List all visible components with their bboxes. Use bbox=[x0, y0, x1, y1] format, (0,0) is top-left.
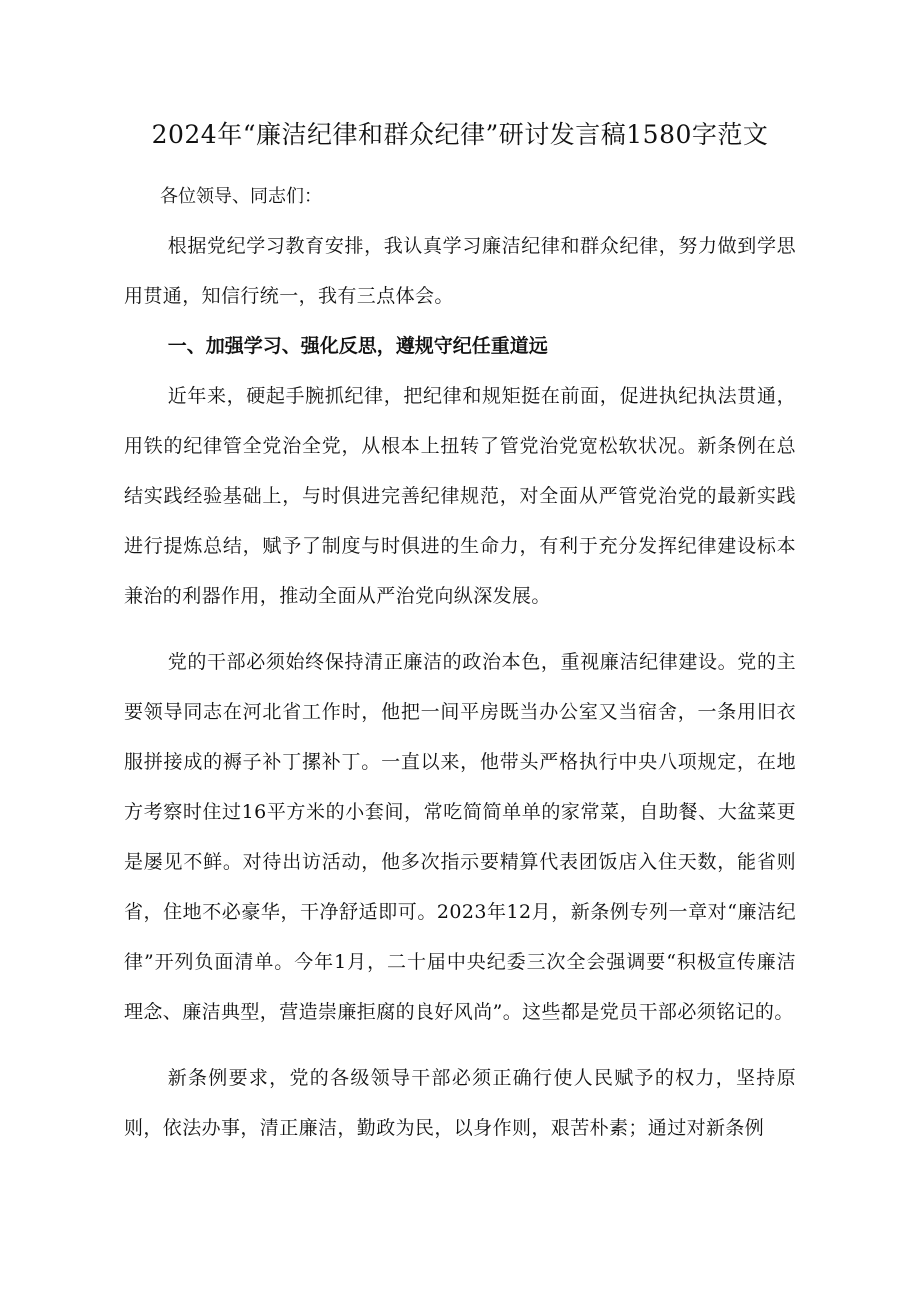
section-heading-1: 一、加强学习、强化反思，遵规守纪任重道远 bbox=[167, 335, 548, 357]
body-paragraph-1: 近年来，硬起手腕抓纪律，把纪律和规矩挺在前面，促进执纪执法贯通，用铁的纪律管全党治全党，从根本上扭转了管党治党宽松软状况。新条例在总结实践经验基础上，与时俱进完善纪律规范，对全面从严管党治党的最新实践进行提炼总结，赋予了制度与时俱进的生命力，有利于充分发挥纪律建设标本兼治的利器作用，推动全面从严治党向纵深发展。 bbox=[124, 385, 796, 607]
intro-paragraph: 根据党纪学习教育安排，我认真学习廉洁纪律和群众纪律，努力做到学思用贯通，知信行统一，我有三点体会。 bbox=[124, 235, 796, 307]
salutation: 各位领导、同志们： bbox=[160, 186, 322, 207]
body-paragraph-3: 新条例要求，党的各级领导干部必须正确行使人民赋予的权力，坚持原则，依法办事，清正廉洁，勤政为民，以身作则，艰苦朴素；通过对新条例 bbox=[124, 1067, 796, 1139]
document-title: 2024年“廉洁纪律和群众纪律”研讨发言稿1580字范文 bbox=[151, 120, 769, 149]
body-paragraph-2: 党的干部必须始终保持清正廉洁的政治本色，重视廉洁纪律建设。党的主要领导同志在河北省工作时，他把一间平房既当办公室又当宿舍，一条用旧衣服拼接成的褥子补丁摞补丁。一直以来，他带头严格执行中央八项规定，在地方考察时住过16平方米的小套间，常吃简简单单的家常菜，自助餐、大盆菜更是屡见不鲜。对待出访活动，他多次指示要精算代表团饭店入住天数，能省则省，住地不必豪华，干净舒适即可。2023年12月，新条例专列一章对“廉洁纪律”开列负面清单。今年1月，二十届中央纪委三次全会强调要“积极宣传廉洁理念、廉洁典型，营造崇廉拒腐的良好风尚”。这些都是党员干部必须铭记的。 bbox=[124, 651, 796, 1023]
